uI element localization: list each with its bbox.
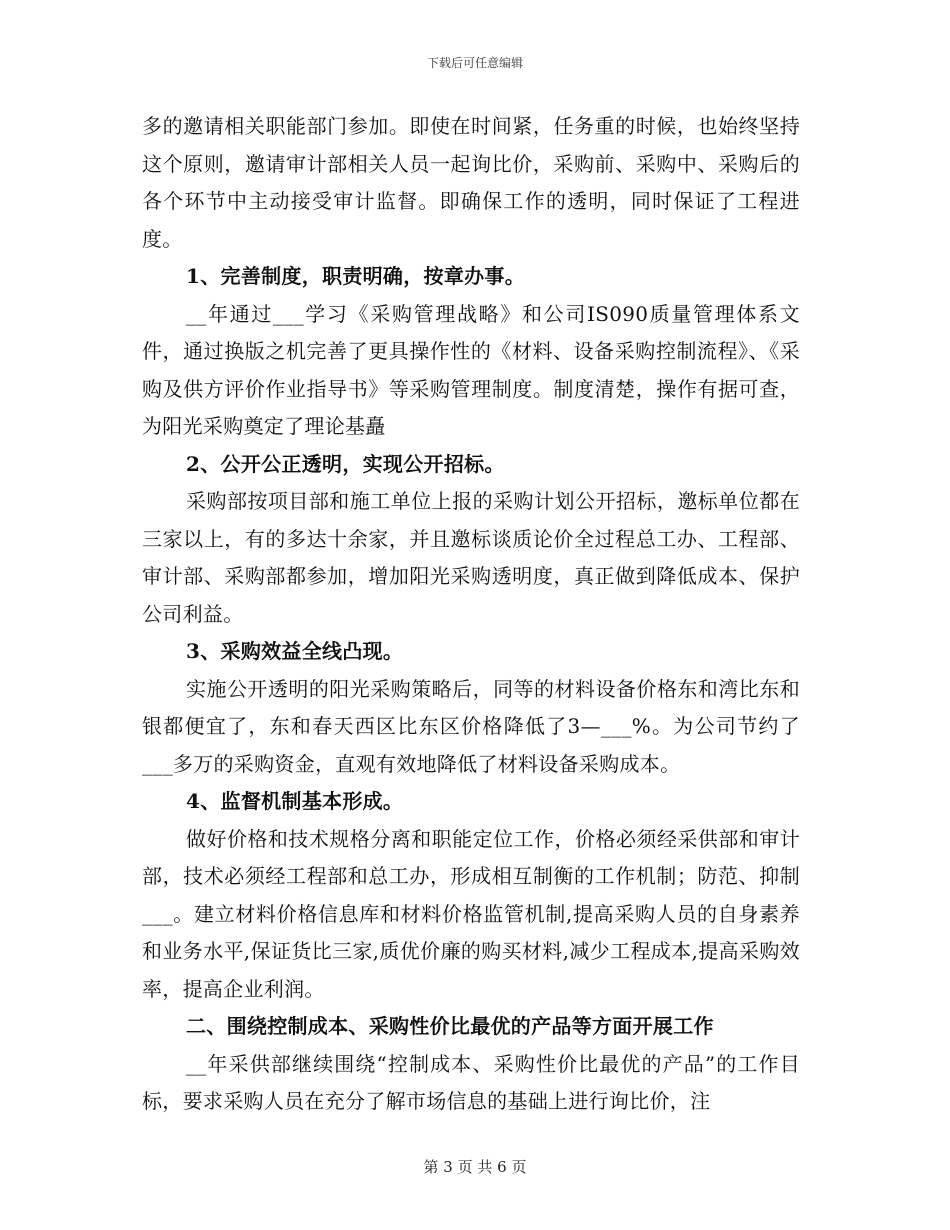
paragraph-1: __年通过___学习《采购管理战略》和公司IS090质量管理体系文件，通过换版之机完善了更具操作性的《材料、设备采购控制流程》、《采购及供方评价作业指导书》等采购管理制度。制度清楚，操作有据可查，为阳光采购奠定了理论基矗 [142,301,800,438]
paragraph-2: 采购部按项目部和施工单位上报的采购计划公开招标，邀标单位都在三家以上，有的多达十余家，并且邀标谈质论价全过程总工办、工程部、审计部、采购部都参加，增加阳光采购透明度，真正做到降低成本、保护公司利益。 [142,489,800,626]
paragraph-4: 做好价格和技术规格分离和职能定位工作，价格必须经采供部和审计部，技术必须经工程部和总工办，形成相互制衡的工作机制；防范、抑制___。建立材料价格信息库和材料价格监管机制,提高采购人员的自身素养和业务水平,保证货比三家,质优价廉的购买材料,减少工程成本,提高采购效率，提高企业利润。 [142,826,800,1001]
heading-3: 3、采购效益全线凸现。 [186,639,404,663]
page-number: 第 3 页 共 6 页 [423,1158,527,1176]
paragraph-3: 实施公开透明的阳光采购策略后，同等的材料设备价格东和湾比东和银都便宜了，东和春天西区比东区价格降低了3—___%。为公司节约了___多万的采购资金，直观有效地降低了材料设备采购成本。 [142,676,800,776]
paragraph-5: __年采供部继续围绕“控制成本、采购性价比最优的产品”的工作目标，要求采购人员在充分了解市场信息的基础上进行询比价，注 [142,1051,800,1113]
heading-4: 4、监督机制基本形成。 [186,789,404,813]
paragraph-intro: 多的邀请相关职能部门参加。即使在时间紧，任务重的时候，也始终坚持这个原则，邀请审计部相关人员一起询比价，采购前、采购中、采购后的各个环节中主动接受审计监督。即确保工作的透明，同时保证了工程进度。 [142,114,800,251]
heading-2: 2、公开公正透明，实现公开招标。 [186,451,505,476]
heading-1: 1、完善制度，职责明确，按章办事。 [186,264,526,288]
document-body [142,108,800,1121]
page-header: 下载后可任意编辑 [426,56,523,70]
heading-section-2: 二、围绕控制成本、采购性价比最优的产品等方面开展工作 [186,1014,714,1038]
